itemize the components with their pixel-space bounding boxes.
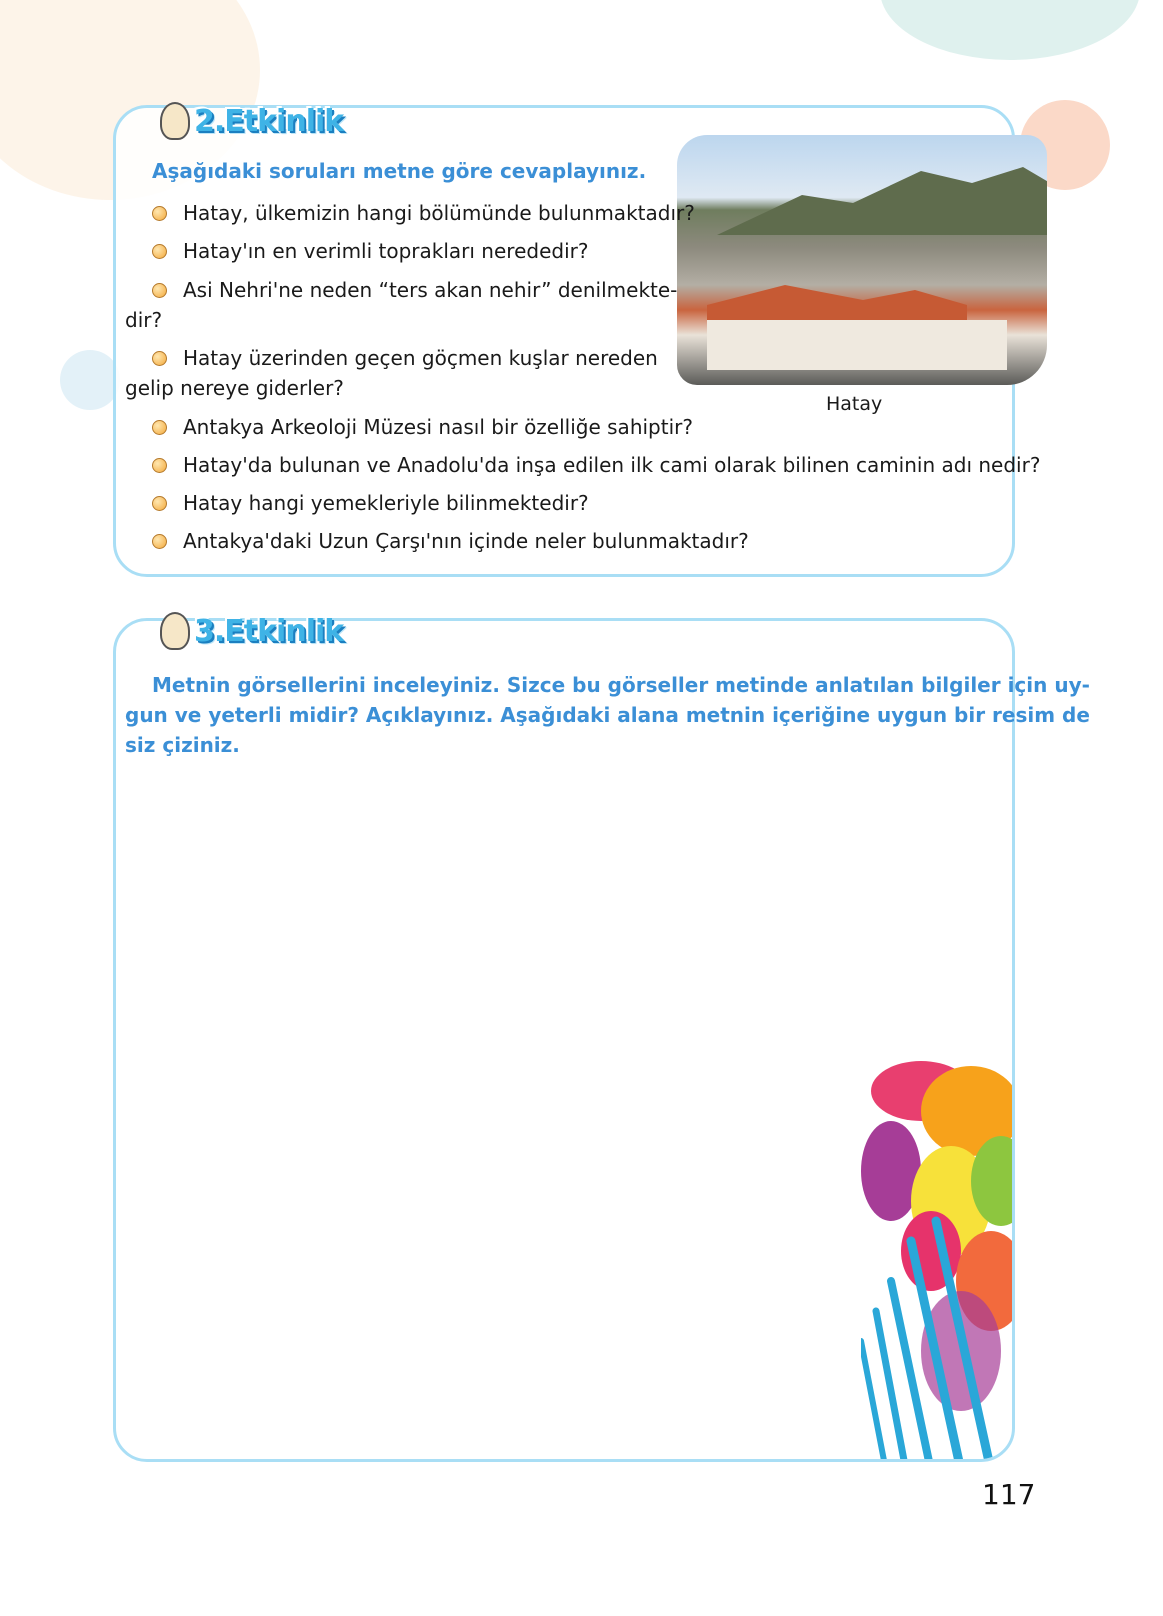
question-item: Antakya Arkeoloji Müzesi nasıl bir özelliğe sahiptir? bbox=[152, 412, 693, 442]
bullet-icon bbox=[152, 420, 167, 435]
decor-circle bbox=[880, 0, 1140, 60]
activity3-instruction-line: siz çiziniz. bbox=[125, 733, 240, 757]
question-item: Hatay, ülkemizin hangi bölümünde bulunmaktadır? bbox=[152, 198, 695, 228]
activity3-title: 3.Etkinlik bbox=[194, 613, 344, 649]
question-item: Hatay'ın en verimli toprakları nerededir? bbox=[152, 236, 588, 266]
bullet-icon bbox=[152, 283, 167, 298]
question-item: Antakya'daki Uzun Çarşı'nın içinde neler bulunmaktadır? bbox=[152, 526, 749, 556]
activity3-badge bbox=[160, 608, 343, 654]
bullet-icon bbox=[152, 206, 167, 221]
activity2-instruction: Aşağıdaki soruları metne göre cevaplayınız. bbox=[152, 159, 647, 183]
photo-caption: Hatay bbox=[826, 393, 883, 415]
drawing-area[interactable] bbox=[125, 770, 855, 1450]
page-number: 117 bbox=[982, 1478, 1036, 1511]
activity2-title: 2.Etkinlik bbox=[194, 103, 344, 139]
decor-circle bbox=[60, 350, 120, 410]
question-item: Hatay hangi yemekleriyle bilinmektedir? bbox=[152, 488, 589, 518]
question-item: Asi Nehri'ne neden “ters akan nehir” denilmekte- bbox=[152, 275, 677, 305]
question-continuation: gelip nereye giderler? bbox=[125, 376, 344, 400]
bullet-icon bbox=[152, 244, 167, 259]
question-item: Hatay üzerinden geçen göçmen kuşlar nereden bbox=[152, 343, 658, 373]
bullet-icon bbox=[152, 351, 167, 366]
question-continuation: dir? bbox=[125, 308, 163, 332]
child-pencil-icon bbox=[160, 612, 190, 650]
bullet-icon bbox=[152, 496, 167, 511]
bullet-icon bbox=[152, 534, 167, 549]
activity3-instruction-line: Metnin görsellerini inceleyiniz. Sizce bu görseller metinde anlatılan bilgiler için uy- bbox=[152, 673, 1090, 697]
child-pencil-icon bbox=[160, 102, 190, 140]
hatay-photo bbox=[677, 135, 1047, 385]
activity3-instruction-line: gun ve yeterli midir? Açıklayınız. Aşağıdaki alana metnin içeriğine uygun bir resim de bbox=[125, 703, 1090, 727]
bullet-icon bbox=[152, 458, 167, 473]
question-item: Hatay'da bulunan ve Anadolu'da inşa edilen ilk cami olarak bilinen caminin adı nedir? bbox=[152, 450, 1040, 480]
activity2-badge bbox=[160, 98, 343, 144]
paint-brushes-illustration bbox=[861, 1051, 1015, 1462]
